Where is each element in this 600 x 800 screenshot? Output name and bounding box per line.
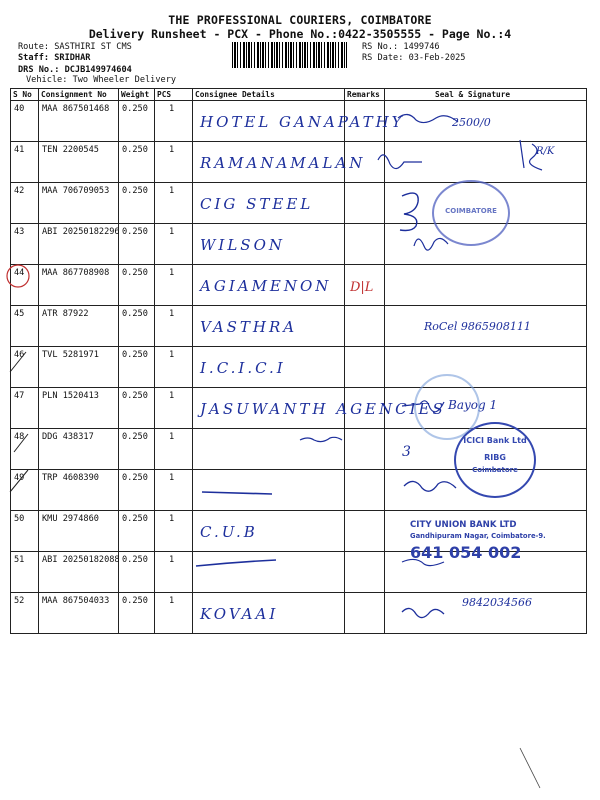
pcs-cell: 1 xyxy=(155,101,193,142)
staff-label: Staff: SRIDHAR xyxy=(18,53,91,63)
icici-stamp-line1: ICICI Bank Ltd xyxy=(463,436,527,445)
consignment-number-cell: MAA 706709053 xyxy=(39,183,119,224)
tick-mark xyxy=(14,434,28,452)
weight-cell: 0.250 xyxy=(119,306,155,347)
consignment-number-cell: TRP 4608390 xyxy=(39,470,119,511)
serial-number-cell: 51 xyxy=(11,552,39,593)
consignment-number-cell: MAA 867708908 xyxy=(39,265,119,306)
cub-stamp-line1: CITY UNION BANK LTD xyxy=(410,520,517,530)
consignment-number-cell: PLN 1520413 xyxy=(39,388,119,429)
weight-cell: 0.250 xyxy=(119,347,155,388)
consignment-number-cell: KMU 2974860 xyxy=(39,511,119,552)
row-circle-mark xyxy=(7,265,29,287)
vehicle-label: Vehicle: Two Wheeler Delivery xyxy=(26,75,177,85)
route-label: Route: SASTHIRI ST CMS xyxy=(18,42,132,52)
drs-label: DRS No.: DCJB149974604 xyxy=(18,65,132,75)
handwritten-sig-52: 9842034566 xyxy=(462,596,532,609)
weight-cell: 0.250 xyxy=(119,470,155,511)
serial-number-cell: 49 xyxy=(11,470,39,511)
weight-cell: 0.250 xyxy=(119,593,155,634)
weight-cell: 0.250 xyxy=(119,101,155,142)
signature-stroke xyxy=(400,193,418,230)
serial-number-cell: 41 xyxy=(11,142,39,183)
handwritten-dl-remark: D|L xyxy=(350,280,374,295)
icici-stamp-line2: RIBG xyxy=(484,453,506,462)
weight-cell: 0.250 xyxy=(119,511,155,552)
cub-stamp-number: 641 054 002 xyxy=(410,543,522,562)
pcs-cell: 1 xyxy=(155,183,193,224)
consignment-number-cell: ABI 20250182296 xyxy=(39,224,119,265)
handwritten-consignee: KOVAAI xyxy=(200,605,279,623)
signature-stroke xyxy=(398,114,458,122)
corner-mark xyxy=(520,748,540,788)
handwritten-consignee: AGIAMENON xyxy=(200,277,332,295)
weight-cell: 0.250 xyxy=(119,388,155,429)
handwritten-sig-45: RoCel 9865908111 xyxy=(424,320,531,333)
serial-number-cell: 52 xyxy=(11,593,39,634)
pcs-cell: 1 xyxy=(155,593,193,634)
signature-stroke xyxy=(414,238,448,250)
pcs-cell: 1 xyxy=(155,429,193,470)
serial-number-cell: 48 xyxy=(11,429,39,470)
kpm-circle-stamp xyxy=(432,180,510,246)
col-seal-signature: Seal & Signature xyxy=(385,89,587,101)
serial-number-cell: 40 xyxy=(11,101,39,142)
pcs-cell: 1 xyxy=(155,388,193,429)
col-consignment: Consignment No xyxy=(39,89,119,101)
handwritten-sig-41: R/K xyxy=(536,146,555,157)
handwritten-consignee: CIG STEEL xyxy=(200,195,314,213)
consignment-number-cell: TVL 5281971 xyxy=(39,347,119,388)
handwritten-sig-40: 2500/0 xyxy=(452,116,491,129)
cub-stamp-line2: Gandhipuram Nagar, Coimbatore-9. xyxy=(410,532,546,540)
serial-number-cell: 45 xyxy=(11,306,39,347)
weight-cell: 0.250 xyxy=(119,142,155,183)
pcs-cell: 1 xyxy=(155,224,193,265)
consignment-number-cell: DDG 438317 xyxy=(39,429,119,470)
consignment-number-cell: MAA 867504033 xyxy=(39,593,119,634)
pcs-cell: 1 xyxy=(155,347,193,388)
rs-number: RS No.: 1499746 xyxy=(362,42,440,52)
handwritten-consignee: I.C.I.C.I xyxy=(200,359,286,377)
icici-bank-stamp xyxy=(454,422,536,498)
handwritten-consignee: RAMANAMALAN xyxy=(200,154,366,172)
consignment-number-cell: MAA 867501468 xyxy=(39,101,119,142)
pcs-cell: 1 xyxy=(155,552,193,593)
serial-number-cell: 44 xyxy=(11,265,39,306)
serial-number-cell: 50 xyxy=(11,511,39,552)
cub-bank-stamp xyxy=(410,520,560,562)
runsheet-subtitle: Delivery Runsheet - PCX - Phone No.:0422-3505555 - Page No.:4 xyxy=(88,27,512,41)
col-remarks: Remarks xyxy=(345,89,385,101)
handwritten-consignee: C.U.B xyxy=(200,523,258,541)
weight-cell: 0.250 xyxy=(119,429,155,470)
handwritten-consignee: HOTEL GANAPATHY xyxy=(200,113,405,131)
weight-cell: 0.250 xyxy=(119,552,155,593)
consignment-number-cell: ABI 20250182088 xyxy=(39,552,119,593)
col-consignee: Consignee Details xyxy=(193,89,345,101)
signature-stroke xyxy=(196,560,276,566)
tick-mark xyxy=(10,352,26,372)
consignment-number-cell: ATR 87922 xyxy=(39,306,119,347)
col-sno: S No xyxy=(11,89,39,101)
handwritten-sig-47: Bayog 1 xyxy=(448,398,498,412)
col-pcs: PCS xyxy=(155,89,193,101)
tick-mark xyxy=(10,470,28,492)
consignment-number-cell: TEN 2200545 xyxy=(39,142,119,183)
handwritten-consignee: WILSON xyxy=(200,236,286,254)
col-weight: Weight xyxy=(119,89,155,101)
pcs-cell: 1 xyxy=(155,142,193,183)
signature-stroke xyxy=(202,492,272,494)
signature-stroke xyxy=(404,481,456,491)
serial-number-cell: 46 xyxy=(11,347,39,388)
signature-stroke xyxy=(402,608,444,617)
handwritten-consignee: VASTHRA xyxy=(200,318,298,336)
icici-stamp-line3: Coimbatore xyxy=(472,466,518,474)
pcs-cell: 1 xyxy=(155,265,193,306)
runsheet-title: THE PROFESSIONAL COURIERS, COIMBATORE xyxy=(168,13,432,27)
weight-cell: 0.250 xyxy=(119,183,155,224)
serial-number-cell: 42 xyxy=(11,183,39,224)
handwritten-consignee: JASUWANTH AGENCIES xyxy=(200,400,446,418)
serial-number-cell: 43 xyxy=(11,224,39,265)
pcs-cell: 1 xyxy=(155,306,193,347)
pcs-cell: 1 xyxy=(155,470,193,511)
signature-stroke xyxy=(300,437,342,441)
weight-cell: 0.250 xyxy=(119,224,155,265)
kpm-stamp-text: COIMBATORE xyxy=(445,207,497,215)
weight-cell: 0.250 xyxy=(119,265,155,306)
signature-stroke xyxy=(378,155,422,169)
serial-number-cell: 47 xyxy=(11,388,39,429)
handwritten-sig-48: 3 xyxy=(402,444,411,460)
rs-date: RS Date: 03-Feb-2025 xyxy=(362,53,466,63)
pcs-cell: 1 xyxy=(155,511,193,552)
